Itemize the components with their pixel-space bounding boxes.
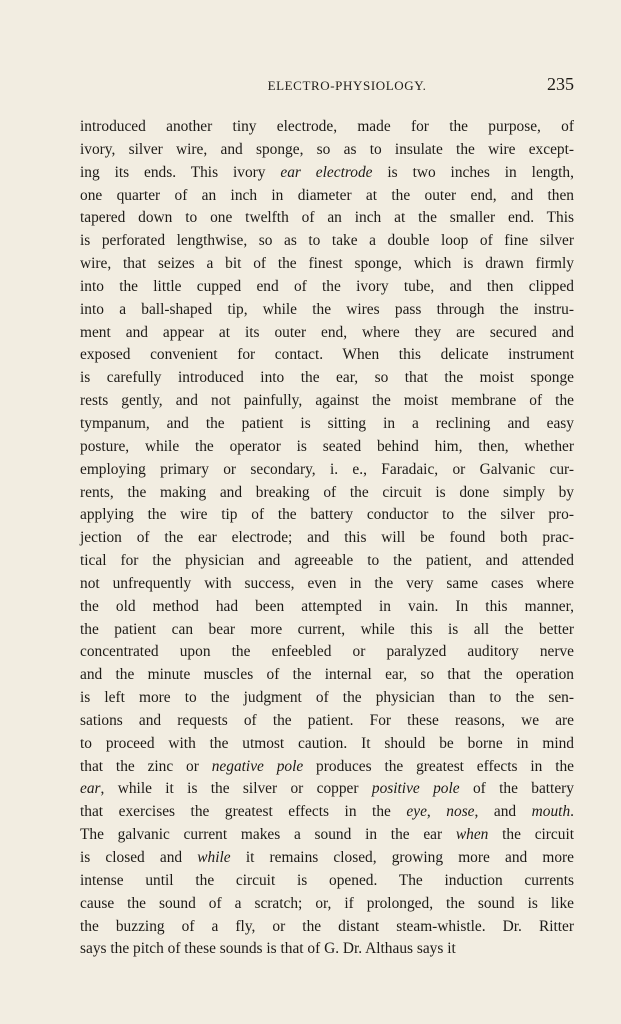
text-line: rests gently, and not painfully, against the moist membrane of the	[80, 392, 574, 410]
running-head-title: ELECTRO-PHYSIOLOGY.	[267, 78, 427, 93]
italic-term: when	[455, 826, 489, 844]
text-line: the patient can bear more current, while this is all the better	[80, 620, 574, 638]
italic-term: positive pole	[371, 780, 460, 798]
italic-term: while	[197, 849, 231, 866]
text-line: ear, while it is the silver or copper positive pole of the battery	[80, 780, 574, 798]
text-line: posture, while the operator is seated behind him, then, whether	[80, 437, 574, 455]
text-line: tapered down to one twelfth of an inch at the smaller end. This	[80, 209, 574, 227]
text-line: The galvanic current makes a sound in the ear when the circuit	[80, 826, 575, 844]
text-line: rents, the making and breaking of the circuit is done simply by	[80, 483, 574, 501]
text-line: ing its ends. This ivory ear electrode is two inches in length,	[80, 163, 574, 181]
text-line: into a ball-shaped tip, while the wires pass through the instru-	[80, 300, 574, 318]
running-head	[80, 74, 574, 96]
text-line: employing primary or secondary, i. e., Faradaic, or Galvanic cur-	[80, 460, 574, 478]
text-line: is left more to the judgment of the physician than to the sen-	[80, 689, 574, 707]
text-line: is perforated lengthwise, so as to take a double loop of fine silver	[80, 232, 574, 250]
text-line: is closed and while it remains closed, growing more and more	[80, 849, 574, 866]
text-line: ivory, silver wire, and sponge, so as to insulate the wire except-	[80, 140, 574, 158]
text-line: wire, that seizes a bit of the finest sponge, which is drawn firmly	[80, 255, 574, 273]
text-line: applying the wire tip of the battery conductor to the silver pro-	[80, 506, 574, 524]
text-line: ment and appear at its outer end, where they are secured and	[80, 323, 574, 341]
italic-term: mouth	[531, 803, 571, 821]
text-line: and the minute muscles of the internal ear, so that the operation	[80, 666, 574, 684]
text-line: tical for the physician and agreeable to the patient, and attended	[80, 552, 574, 570]
italic-term: nose	[446, 803, 475, 821]
italic-term: negative pole	[211, 757, 304, 775]
text-line: introduced another tiny electrode, made for the purpose, of	[80, 118, 574, 135]
text-line: one quarter of an inch in diameter at the outer end, and then	[80, 186, 574, 204]
italic-term: ear	[80, 780, 101, 798]
text-line: into the little cupped end of the ivory tube, and then clipped	[80, 277, 574, 295]
text-line: that the zinc or negative pole produces the greatest effects in the	[80, 757, 574, 775]
text-line: jection of the ear electrode; and this will be found both prac-	[80, 529, 574, 547]
text-line: concentrated upon the enfeebled or paralyzed auditory nerve	[80, 643, 574, 661]
body-paragraph	[80, 116, 574, 961]
text-line: exposed convenient for contact. When this delicate instrument	[80, 346, 574, 364]
italic-term: eye	[406, 803, 427, 821]
text-line: sations and requests of the patient. For these reasons, we are	[80, 711, 574, 729]
text-line: to proceed with the utmost caution. It should be borne in mind	[80, 734, 574, 752]
text-line: is carefully introduced into the ear, so that the moist sponge	[80, 369, 574, 387]
text-line: that exercises the greatest effects in the eye, nose, and mouth.	[80, 803, 575, 821]
text-line: the old method had been attempted in vain. In this manner,	[80, 597, 574, 615]
page-number: 235	[547, 74, 574, 94]
text-line: not unfrequently with success, even in the very same cases where	[80, 574, 574, 592]
text-line: the buzzing of a fly, or the distant steam-whistle. Dr. Ritter	[80, 917, 574, 935]
text-line: intense until the circuit is opened. The induction currents	[80, 871, 574, 889]
italic-term: ear electrode	[280, 163, 373, 181]
text-line: tympanum, and the patient is sitting in a reclining and easy	[80, 414, 574, 432]
text-line: cause the sound of a scratch; or, if prolonged, the sound is like	[80, 894, 574, 912]
text-line: says the pitch of these sounds is that of G. Dr. Althaus says it	[80, 940, 456, 958]
